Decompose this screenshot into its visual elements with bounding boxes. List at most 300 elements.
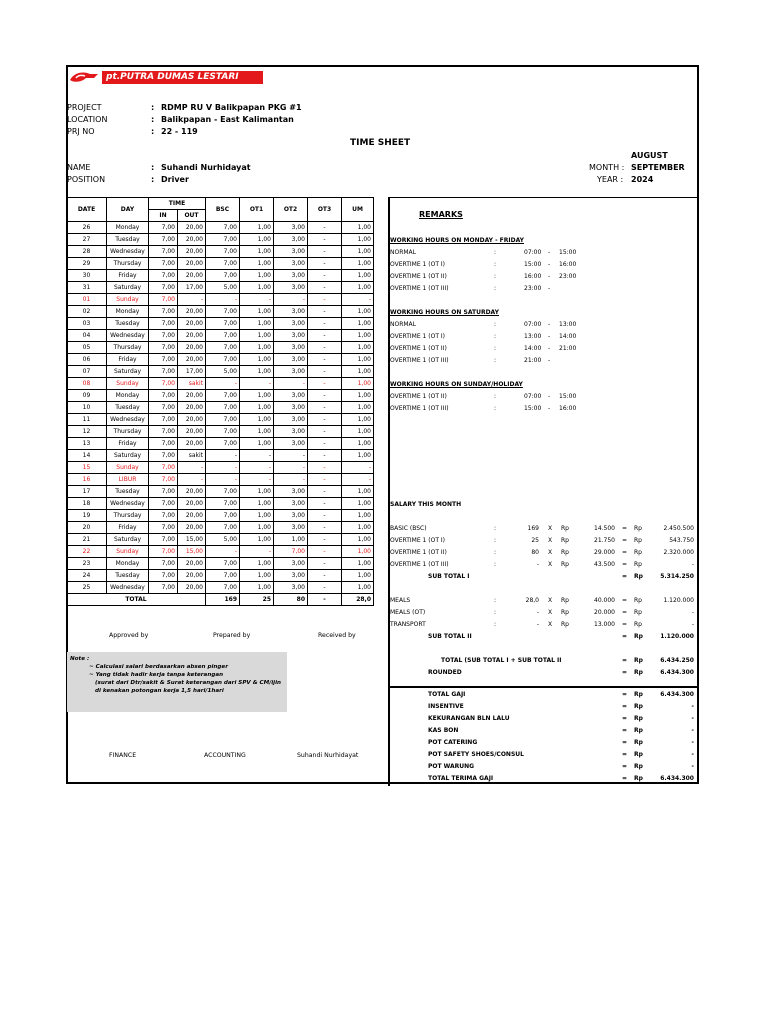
project-label: PROJECT bbox=[67, 103, 102, 112]
table-cell: Saturday bbox=[107, 366, 149, 378]
salary-cell: Rp bbox=[561, 609, 569, 616]
remark-cell: - bbox=[548, 249, 551, 256]
table-cell: Wednesday bbox=[107, 246, 149, 258]
table-cell: - bbox=[308, 390, 342, 402]
table-cell: - bbox=[240, 294, 274, 306]
table-cell: - bbox=[240, 546, 274, 558]
subtotal-eq: = bbox=[622, 573, 628, 580]
table-cell: - bbox=[274, 450, 308, 462]
table-cell: 20,00 bbox=[178, 570, 206, 582]
salary-cell: 20.000 bbox=[594, 609, 615, 616]
salary-cell: X bbox=[548, 537, 553, 544]
salary-cell: MEALS bbox=[390, 597, 411, 604]
salary-cell: 169 bbox=[527, 525, 539, 532]
table-cell: 3,00 bbox=[274, 342, 308, 354]
table-cell: 1,00 bbox=[342, 438, 374, 450]
table-cell: 7,00 bbox=[149, 378, 178, 390]
salary-cell: = bbox=[622, 525, 628, 532]
total-ot2: 80 bbox=[274, 594, 308, 606]
table-cell: - bbox=[308, 318, 342, 330]
table-cell: - bbox=[206, 378, 240, 390]
salary-cell: Rp bbox=[561, 621, 569, 628]
salary-cell: X bbox=[548, 561, 553, 568]
table-cell: 7,00 bbox=[149, 354, 178, 366]
gaji-label: INSENTIVE bbox=[428, 703, 464, 710]
table-cell: 1,00 bbox=[342, 270, 374, 282]
table-cell: - bbox=[342, 462, 374, 474]
table-cell: 20,00 bbox=[178, 306, 206, 318]
colon: : bbox=[151, 175, 155, 184]
grand-total-value: 6.434.250 bbox=[660, 657, 694, 664]
table-cell: 1,00 bbox=[240, 342, 274, 354]
table-cell: 05 bbox=[67, 342, 107, 354]
approved-by-label: Approved by bbox=[109, 632, 149, 639]
subtotal-label: SUB TOTAL I bbox=[428, 573, 470, 580]
table-cell: 3,00 bbox=[274, 414, 308, 426]
grand-total-label: TOTAL (SUB TOTAL I + SUB TOTAL II bbox=[441, 657, 562, 664]
table-cell: Tuesday bbox=[107, 234, 149, 246]
table-cell: Thursday bbox=[107, 342, 149, 354]
table-cell: Saturday bbox=[107, 450, 149, 462]
gaji-rp: Rp bbox=[634, 727, 643, 734]
year-label: YEAR : bbox=[597, 175, 624, 184]
table-cell: 1,00 bbox=[240, 330, 274, 342]
table-row bbox=[67, 318, 374, 330]
accounting-signer: ACCOUNTING bbox=[204, 752, 246, 759]
prj-no-value: 22 - 119 bbox=[161, 127, 198, 136]
table-cell: 21 bbox=[67, 534, 107, 546]
table-cell: - bbox=[308, 234, 342, 246]
table-cell: 7,00 bbox=[206, 570, 240, 582]
gaji-rp: Rp bbox=[634, 691, 643, 698]
table-cell: - bbox=[342, 474, 374, 486]
table-cell: Tuesday bbox=[107, 402, 149, 414]
colon: : bbox=[151, 103, 155, 112]
table-cell: 3,00 bbox=[274, 354, 308, 366]
gaji-eq: = bbox=[622, 763, 628, 770]
rounded-eq: = bbox=[622, 669, 628, 676]
table-cell: 3,00 bbox=[274, 258, 308, 270]
table-cell: 7,00 bbox=[206, 402, 240, 414]
table-row bbox=[67, 354, 374, 366]
table-cell: 15,00 bbox=[178, 534, 206, 546]
table-cell: 1,00 bbox=[342, 390, 374, 402]
remark-heading: WORKING HOURS ON SUNDAY/HOLIDAY bbox=[390, 381, 523, 388]
table-cell: Friday bbox=[107, 522, 149, 534]
table-cell: 1,00 bbox=[342, 486, 374, 498]
gaji-label: POT SAFETY SHOES/CONSUL bbox=[428, 751, 524, 758]
col-um: UM bbox=[342, 198, 374, 222]
company-name: pt.PUTRA DUMAS LESTARI bbox=[106, 72, 239, 82]
salary-cell: X bbox=[548, 597, 553, 604]
table-row bbox=[67, 378, 374, 390]
table-cell: Friday bbox=[107, 270, 149, 282]
remark-cell: OVERTIME 1 (OT III) bbox=[390, 357, 449, 364]
table-row bbox=[67, 342, 374, 354]
total-um: 28,0 bbox=[342, 594, 374, 606]
salary-cell: 13.000 bbox=[594, 621, 615, 628]
remark-cell: : bbox=[494, 345, 497, 352]
remark-cell: - bbox=[548, 333, 551, 340]
table-cell: 7,00 bbox=[149, 474, 178, 486]
table-cell: 3,00 bbox=[274, 522, 308, 534]
gaji-label: POT WARUNG bbox=[428, 763, 475, 770]
table-cell: Tuesday bbox=[107, 318, 149, 330]
table-cell: 1,00 bbox=[240, 426, 274, 438]
gaji-value: - bbox=[691, 727, 694, 734]
grand-total-eq: = bbox=[622, 657, 628, 664]
gaji-value: 6.434.300 bbox=[660, 775, 694, 782]
location-label: LOCATION bbox=[67, 115, 108, 124]
table-cell: 20,00 bbox=[178, 354, 206, 366]
table-cell: - bbox=[308, 306, 342, 318]
table-cell: 7,00 bbox=[206, 510, 240, 522]
table-cell: 13 bbox=[67, 438, 107, 450]
page-title: TIME SHEET bbox=[350, 138, 411, 148]
total-label: TOTAL bbox=[67, 594, 206, 606]
salary-cell: OVERTIME 1 (OT II) bbox=[390, 549, 447, 556]
gaji-value: 6.434.300 bbox=[660, 691, 694, 698]
table-cell: 16 bbox=[67, 474, 107, 486]
gaji-eq: = bbox=[622, 727, 628, 734]
table-cell: 20,00 bbox=[178, 426, 206, 438]
table-cell: 3,00 bbox=[274, 282, 308, 294]
table-cell: 20,00 bbox=[178, 342, 206, 354]
table-row bbox=[67, 582, 374, 594]
gaji-rp: Rp bbox=[634, 751, 643, 758]
time-sheet-table bbox=[66, 197, 374, 606]
table-cell: 1,00 bbox=[240, 510, 274, 522]
table-row bbox=[67, 462, 374, 474]
table-cell: 1,00 bbox=[240, 354, 274, 366]
remarks-title: REMARKS bbox=[419, 210, 463, 219]
salary-cell: 14.500 bbox=[594, 525, 615, 532]
table-row bbox=[67, 246, 374, 258]
table-cell: sakit bbox=[178, 378, 206, 390]
salary-cell: 80 bbox=[531, 549, 539, 556]
col-ot1: OT1 bbox=[240, 198, 274, 222]
table-cell: 24 bbox=[67, 570, 107, 582]
remark-cell: 14:00 bbox=[559, 333, 577, 340]
note-line: (surat dari Dtr/sakit & Surat keterangan dari SPV & CM/ijin bbox=[95, 680, 281, 686]
table-cell: 1,00 bbox=[342, 366, 374, 378]
table-cell: 7,00 bbox=[206, 270, 240, 282]
gaji-value: - bbox=[691, 703, 694, 710]
table-cell: 20,00 bbox=[178, 258, 206, 270]
salary-cell: X bbox=[548, 525, 553, 532]
table-cell: - bbox=[308, 366, 342, 378]
subtotal-value: 1.120.000 bbox=[660, 633, 694, 640]
table-cell: 7,00 bbox=[149, 546, 178, 558]
remark-cell: - bbox=[548, 345, 551, 352]
table-row bbox=[67, 306, 374, 318]
table-cell: - bbox=[308, 558, 342, 570]
table-cell: 3,00 bbox=[274, 486, 308, 498]
table-cell: 3,00 bbox=[274, 390, 308, 402]
table-cell: - bbox=[308, 270, 342, 282]
table-cell: - bbox=[342, 294, 374, 306]
salary-cell: : bbox=[494, 549, 497, 556]
remark-heading: WORKING HOURS ON SATURDAY bbox=[390, 309, 499, 316]
table-cell: 7,00 bbox=[206, 486, 240, 498]
table-cell: 7,00 bbox=[206, 414, 240, 426]
table-cell: 7,00 bbox=[206, 438, 240, 450]
table-cell: - bbox=[308, 354, 342, 366]
table-cell: 20,00 bbox=[178, 318, 206, 330]
table-cell: 1,00 bbox=[342, 222, 374, 234]
table-row bbox=[67, 486, 374, 498]
table-cell: 14 bbox=[67, 450, 107, 462]
table-cell: 20,00 bbox=[178, 438, 206, 450]
salary-cell: 29.000 bbox=[594, 549, 615, 556]
salary-cell: : bbox=[494, 561, 497, 568]
table-cell: 1,00 bbox=[240, 246, 274, 258]
table-cell: 7,00 bbox=[149, 510, 178, 522]
table-cell: Tuesday bbox=[107, 570, 149, 582]
subtotal-rp: Rp bbox=[634, 573, 643, 580]
table-cell: Wednesday bbox=[107, 582, 149, 594]
table-cell: 7,00 bbox=[206, 246, 240, 258]
gaji-eq: = bbox=[622, 715, 628, 722]
table-cell: 3,00 bbox=[274, 318, 308, 330]
salary-cell: 2.320.000 bbox=[663, 549, 694, 556]
table-cell: 20,00 bbox=[178, 234, 206, 246]
table-cell: 1,00 bbox=[240, 258, 274, 270]
table-cell: 1,00 bbox=[342, 558, 374, 570]
position-label: POSITION bbox=[67, 175, 106, 184]
table-cell: 1,00 bbox=[240, 534, 274, 546]
table-cell: 1,00 bbox=[342, 258, 374, 270]
remark-cell: 13:00 bbox=[559, 321, 577, 328]
table-cell: 1,00 bbox=[342, 582, 374, 594]
table-cell: 04 bbox=[67, 330, 107, 342]
salary-cell: - bbox=[691, 609, 694, 616]
table-cell: - bbox=[308, 426, 342, 438]
salary-cell: = bbox=[622, 549, 628, 556]
table-cell: 1,00 bbox=[240, 222, 274, 234]
subtotal-eq: = bbox=[622, 633, 628, 640]
remark-cell: - bbox=[548, 285, 551, 292]
remark-cell: OVERTIME 1 (OT I) bbox=[390, 333, 446, 340]
col-ot2: OT2 bbox=[274, 198, 308, 222]
table-cell: 1,00 bbox=[240, 558, 274, 570]
remark-cell: - bbox=[548, 357, 551, 364]
salary-cell: : bbox=[494, 621, 497, 628]
remark-cell: : bbox=[494, 357, 497, 364]
table-cell: - bbox=[308, 402, 342, 414]
salary-cell: Rp bbox=[561, 561, 569, 568]
table-cell: - bbox=[308, 378, 342, 390]
table-cell: - bbox=[308, 510, 342, 522]
table-cell: 1,00 bbox=[240, 486, 274, 498]
grand-total-rp: Rp bbox=[634, 657, 643, 664]
remark-cell: NORMAL bbox=[390, 321, 417, 328]
salary-cell: MEALS (OT) bbox=[390, 609, 426, 616]
table-cell: 19 bbox=[67, 510, 107, 522]
remark-cell: : bbox=[494, 285, 497, 292]
salary-cell: Rp bbox=[634, 561, 642, 568]
col-date: DATE bbox=[67, 198, 107, 222]
table-cell: 1,00 bbox=[342, 354, 374, 366]
table-row bbox=[67, 282, 374, 294]
table-cell: 02 bbox=[67, 306, 107, 318]
remark-cell: : bbox=[494, 405, 497, 412]
table-cell: 7,00 bbox=[149, 294, 178, 306]
table-cell: 7,00 bbox=[149, 450, 178, 462]
table-cell: 20,00 bbox=[178, 222, 206, 234]
table-cell: Sunday bbox=[107, 546, 149, 558]
table-cell: - bbox=[308, 222, 342, 234]
table-cell: Saturday bbox=[107, 282, 149, 294]
salary-cell: Rp bbox=[561, 597, 569, 604]
table-cell: 20,00 bbox=[178, 390, 206, 402]
salary-cell: = bbox=[622, 561, 628, 568]
table-cell: 7,00 bbox=[149, 462, 178, 474]
table-cell: 03 bbox=[67, 318, 107, 330]
table-cell: 1,00 bbox=[342, 378, 374, 390]
table-cell: 7,00 bbox=[206, 222, 240, 234]
table-cell: 7,00 bbox=[149, 366, 178, 378]
table-row bbox=[67, 222, 374, 234]
salary-cell: 543.750 bbox=[669, 537, 694, 544]
salary-heading: SALARY THIS MONTH bbox=[390, 501, 462, 508]
gaji-label: TOTAL GAJI bbox=[428, 691, 466, 698]
remark-cell: 15:00 bbox=[559, 393, 577, 400]
table-cell: Thursday bbox=[107, 258, 149, 270]
col-out: OUT bbox=[178, 210, 206, 222]
table-cell: 1,00 bbox=[240, 522, 274, 534]
table-cell: 1,00 bbox=[240, 438, 274, 450]
table-cell: 20,00 bbox=[178, 414, 206, 426]
rounded-rp: Rp bbox=[634, 669, 643, 676]
remark-cell: 07:00 bbox=[524, 321, 542, 328]
table-cell: 20,00 bbox=[178, 270, 206, 282]
table-cell: 1,00 bbox=[240, 270, 274, 282]
location-value: Balikpapan - East Kalimantan bbox=[161, 115, 294, 124]
table-cell: 5,00 bbox=[206, 534, 240, 546]
table-cell: Wednesday bbox=[107, 498, 149, 510]
table-cell: 1,00 bbox=[342, 402, 374, 414]
table-cell: 7,00 bbox=[149, 570, 178, 582]
table-cell: 01 bbox=[67, 294, 107, 306]
table-cell: - bbox=[240, 450, 274, 462]
table-cell: - bbox=[308, 546, 342, 558]
month-label: MONTH : bbox=[589, 163, 625, 172]
table-cell: - bbox=[178, 462, 206, 474]
finance-signer: FINANCE bbox=[109, 752, 137, 759]
table-cell: Friday bbox=[107, 354, 149, 366]
salary-cell: Rp bbox=[561, 525, 569, 532]
rounded-value: 6.434.300 bbox=[660, 669, 694, 676]
table-cell: 7,00 bbox=[206, 342, 240, 354]
salary-cell: - bbox=[536, 621, 539, 628]
remark-cell: NORMAL bbox=[390, 249, 417, 256]
colon: : bbox=[151, 127, 155, 136]
gaji-value: - bbox=[691, 715, 694, 722]
table-cell: 3,00 bbox=[274, 438, 308, 450]
table-cell: 27 bbox=[67, 234, 107, 246]
salary-cell: - bbox=[691, 621, 694, 628]
salary-cell: = bbox=[622, 597, 628, 604]
table-cell: 3,00 bbox=[274, 246, 308, 258]
salary-cell: 43.500 bbox=[594, 561, 615, 568]
table-cell: - bbox=[178, 294, 206, 306]
table-cell: 7,00 bbox=[149, 486, 178, 498]
col-time: TIME bbox=[149, 198, 206, 210]
salary-cell: Rp bbox=[561, 537, 569, 544]
total-bsc: 169 bbox=[206, 594, 240, 606]
total-ot3: - bbox=[308, 594, 342, 606]
table-row bbox=[67, 498, 374, 510]
table-cell: - bbox=[308, 534, 342, 546]
table-cell: 07 bbox=[67, 366, 107, 378]
table-cell: 20,00 bbox=[178, 510, 206, 522]
table-cell: 7,00 bbox=[206, 306, 240, 318]
remark-heading: WORKING HOURS ON MONDAY - FRIDAY bbox=[390, 237, 524, 244]
table-cell: 3,00 bbox=[274, 426, 308, 438]
table-cell: 3,00 bbox=[274, 306, 308, 318]
table-cell: 18 bbox=[67, 498, 107, 510]
table-row bbox=[67, 234, 374, 246]
table-cell: 20,00 bbox=[178, 246, 206, 258]
total-row bbox=[67, 594, 374, 606]
remark-cell: OVERTIME 1 (OT III) bbox=[390, 285, 449, 292]
table-cell: 5,00 bbox=[206, 366, 240, 378]
table-row bbox=[67, 366, 374, 378]
table-cell: 7,00 bbox=[149, 306, 178, 318]
table-cell: 09 bbox=[67, 390, 107, 402]
table-cell: 7,00 bbox=[149, 342, 178, 354]
table-cell: 3,00 bbox=[274, 222, 308, 234]
table-cell: 1,00 bbox=[342, 546, 374, 558]
gaji-rp: Rp bbox=[634, 739, 643, 746]
table-cell: 20,00 bbox=[178, 330, 206, 342]
remark-cell: : bbox=[494, 393, 497, 400]
remark-cell: : bbox=[494, 273, 497, 280]
table-cell: 7,00 bbox=[149, 558, 178, 570]
table-cell: - bbox=[308, 330, 342, 342]
remark-cell: OVERTIME 1 (OT III) bbox=[390, 405, 449, 412]
table-cell: 3,00 bbox=[274, 402, 308, 414]
remark-cell: 15:00 bbox=[524, 405, 542, 412]
table-cell: Sunday bbox=[107, 294, 149, 306]
salary-cell: Rp bbox=[634, 621, 642, 628]
table-cell: Sunday bbox=[107, 378, 149, 390]
table-cell: 1,00 bbox=[240, 234, 274, 246]
salary-cell: - bbox=[691, 561, 694, 568]
table-cell: 1,00 bbox=[240, 306, 274, 318]
table-cell: 30 bbox=[67, 270, 107, 282]
table-cell: 20,00 bbox=[178, 498, 206, 510]
gaji-value: - bbox=[691, 763, 694, 770]
gaji-rp: Rp bbox=[634, 715, 643, 722]
gaji-value: - bbox=[691, 739, 694, 746]
table-cell: Wednesday bbox=[107, 330, 149, 342]
table-cell: 29 bbox=[67, 258, 107, 270]
remark-cell: - bbox=[548, 261, 551, 268]
note-line: ~ Yang tidak hadir kerja tanpa keterangan bbox=[89, 672, 224, 678]
remark-cell: - bbox=[548, 405, 551, 412]
table-cell: 12 bbox=[67, 426, 107, 438]
remark-cell: - bbox=[548, 393, 551, 400]
table-cell: 17,00 bbox=[178, 282, 206, 294]
remark-cell: : bbox=[494, 321, 497, 328]
table-cell: 7,00 bbox=[149, 402, 178, 414]
table-cell: Tuesday bbox=[107, 486, 149, 498]
name-value: Suhandi Nurhidayat bbox=[161, 163, 251, 172]
table-cell: 11 bbox=[67, 414, 107, 426]
table-cell: 7,00 bbox=[149, 318, 178, 330]
